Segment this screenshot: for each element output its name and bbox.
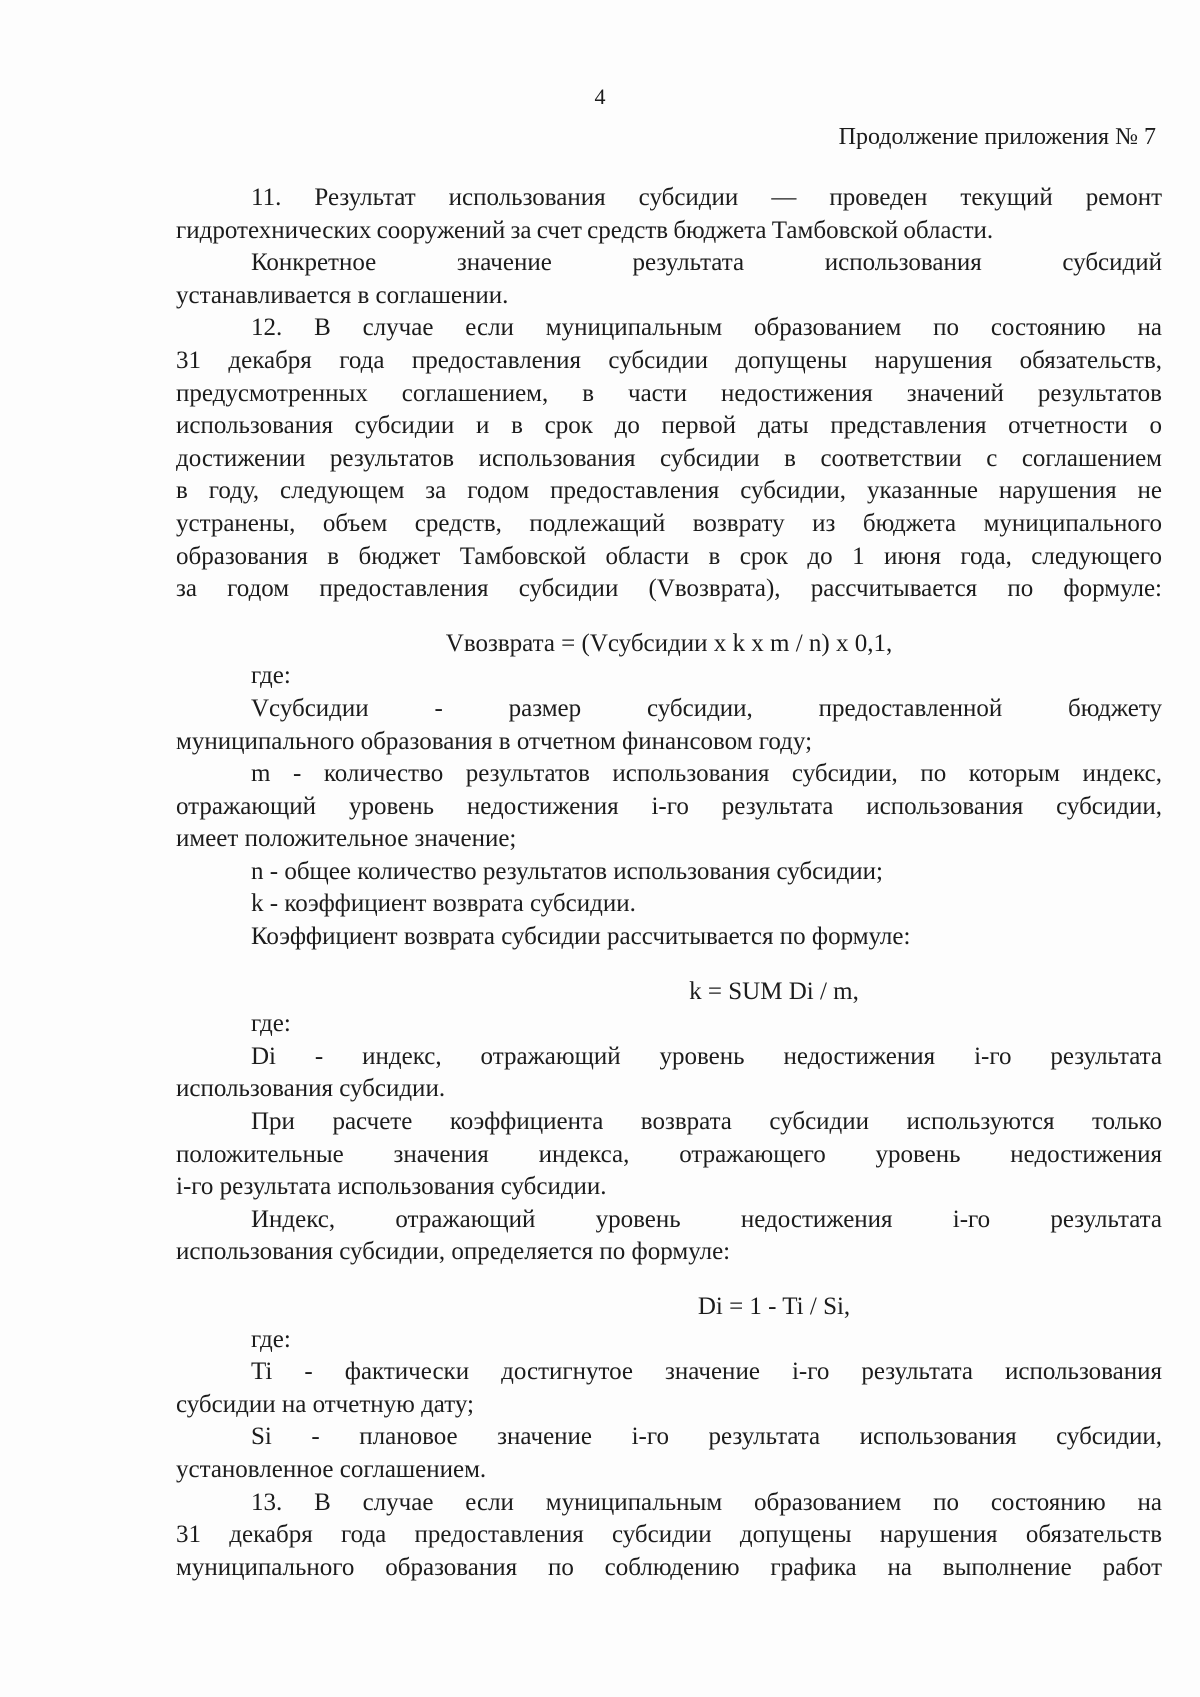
text-line: использования субсидии и в срок до первой даты представления отчетности о	[176, 412, 1162, 440]
document-body	[176, 182, 1162, 1584]
text-line: Индекс, отражающий уровень недостижения i-го результата	[251, 1205, 1162, 1233]
text-line: Конкретное значение результата использования субсидий	[251, 249, 1162, 277]
text-line: При расчете коэффициента возврата субсидии используются только	[251, 1108, 1162, 1136]
text-line: k - коэффициент возврата субсидии.	[251, 890, 636, 918]
text-line: Коэффициент возврата субсидии рассчитывается по формуле:	[251, 923, 911, 951]
text-line: Si - плановое значение i-го результата использования субсидии,	[251, 1423, 1162, 1451]
text-line: 11. Результат использования субсидии — проведен текущий ремонт	[251, 184, 1162, 211]
text-line: образования в бюджет Тамбовской области в срок до 1 июня года, следующего	[176, 542, 1162, 570]
text-line: достижении результатов использования субсидии в соответствии с соглашением	[176, 444, 1162, 472]
text-line: гидротехнических сооружений за счет средств бюджета Тамбовской области.	[176, 216, 994, 244]
text-line: i-го результата использования субсидии.	[176, 1173, 607, 1201]
text-line: в году, следующем за годом предоставления субсидии, указанные нарушения не	[176, 477, 1162, 505]
page-number: 4	[594, 84, 606, 109]
text-line: где:	[251, 662, 291, 690]
text-line: где:	[251, 1325, 291, 1353]
text-line: где:	[251, 1010, 291, 1038]
text-line: устанавливается в соглашении.	[176, 281, 509, 309]
text-line: m - количество результатов использования субсидии, по которым индекс,	[251, 760, 1162, 788]
text-line: использования субсидии.	[176, 1075, 446, 1103]
text-line: положительные значения индекса, отражающего уровень недостижения	[176, 1140, 1162, 1168]
text-line: 31 декабря года предоставления субсидии допущены нарушения обязательств	[176, 1521, 1162, 1549]
text-line: 31 декабря года предоставления субсидии допущены нарушения обязательств,	[176, 346, 1162, 374]
text-line: устранены, объем средств, подлежащий возврату из бюджета муниципального	[176, 509, 1162, 537]
formula-return-volume: Vвозврата = (Vсубсидии x k x m / n) x 0,1,	[445, 629, 893, 657]
text-line: 13. В случае если муниципальным образованием по состоянию на	[251, 1488, 1162, 1516]
text-line: субсидии на отчетную дату;	[176, 1390, 474, 1418]
text-line: имеет положительное значение;	[176, 825, 517, 853]
text-line: отражающий уровень недостижения i-го результата использования субсидии,	[176, 792, 1162, 820]
text-line: предусмотренных соглашением, в части недостижения значений результатов	[176, 379, 1162, 407]
appendix-note: Продолжение приложения № 7	[838, 124, 1156, 150]
text-line: Di - индекс, отражающий уровень недостижения i-го результата	[251, 1042, 1162, 1070]
text-line: муниципального образования по соблюдению графика на выполнение работ	[176, 1553, 1162, 1581]
text-line: за годом предоставления субсидии (Vвозврата), рассчитывается по формуле:	[176, 575, 1162, 603]
text-line: муниципального образования в отчетном финансовом году;	[176, 727, 813, 755]
text-line: 12. В случае если муниципальным образованием по состоянию на	[251, 314, 1162, 342]
text-line: n - общее количество результатов использования субсидии;	[251, 857, 884, 885]
text-line: Vсубсидии - размер субсидии, предоставленной бюджету	[251, 694, 1162, 722]
text-line: использования субсидии, определяется по формуле:	[176, 1238, 731, 1266]
text-line: установленное соглашением.	[176, 1455, 487, 1483]
text-line: Ti - фактически достигнутое значение i-го результата использования	[251, 1358, 1162, 1386]
formula-return-coefficient: k = SUM Di / m,	[689, 977, 859, 1005]
formula-index: Di = 1 - Ti / Si,	[697, 1293, 851, 1320]
